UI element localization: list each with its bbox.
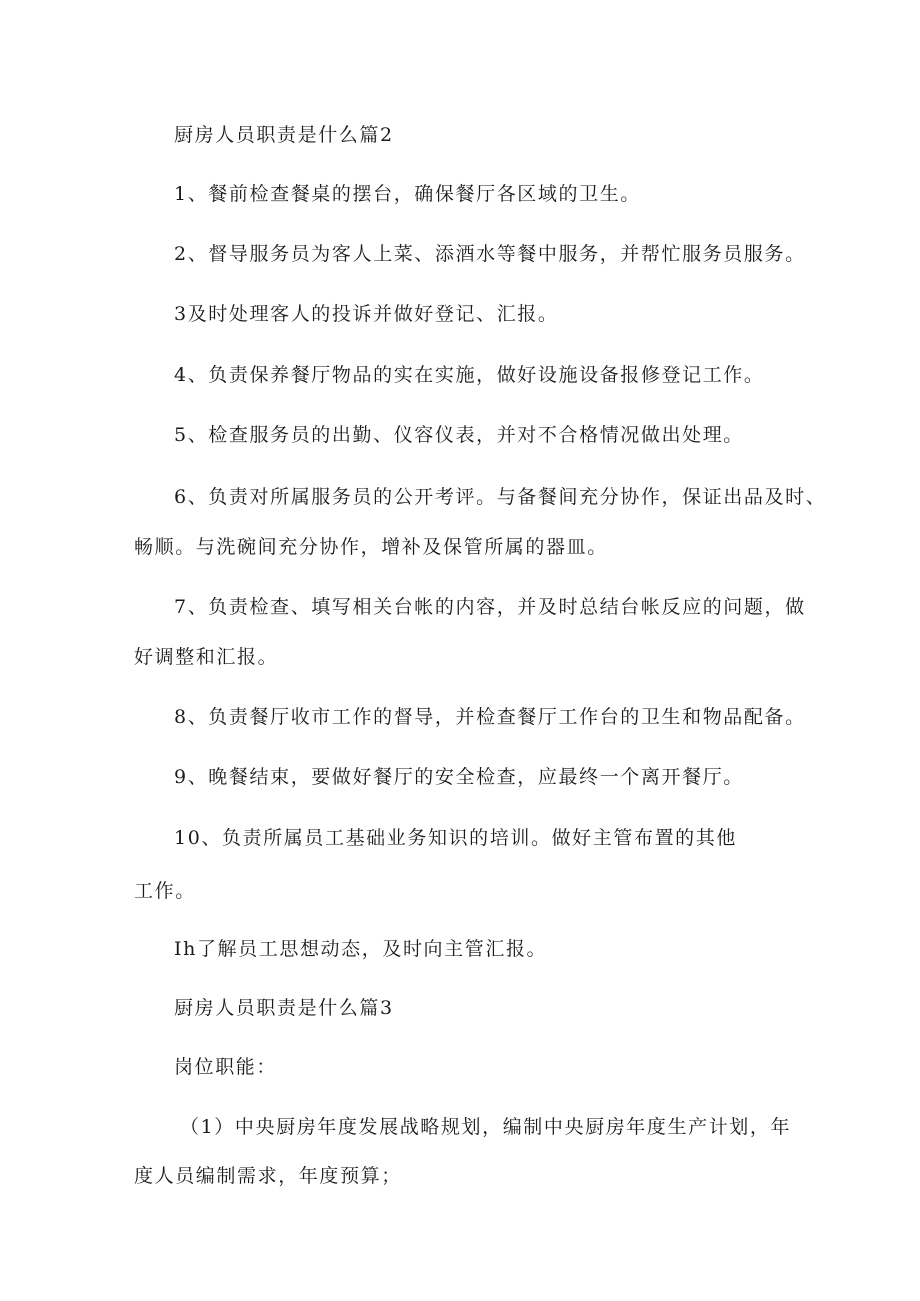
duty-item-11: Ih了解员工思想动态，及时向主管汇报。 [174, 938, 548, 960]
duty-item-1: 1、餐前检查餐桌的摆台，确保餐厅各区域的卫生。 [174, 183, 641, 205]
function-item-1-line-1: （1）中央厨房年度发展战略规划，编制中央厨房年度生产计划，年 [180, 1116, 792, 1138]
section-heading: 厨房人员职责是什么篇2 [174, 124, 394, 146]
duty-item-3: 3及时处理客人的投诉并做好登记、汇报。 [174, 303, 559, 325]
duty-item-10-line-2: 工作。 [134, 880, 196, 902]
duty-item-2: 2、督导服务员为客人上菜、添酒水等餐中服务，并帮忙服务员服务。 [174, 243, 806, 265]
duty-item-5: 5、检查服务员的出勤、仪容仪表，并对不合格情况做出处理。 [174, 424, 744, 446]
duty-item-6-line-2: 畅顺。与洗碗间充分协作，增补及保管所属的器皿。 [134, 536, 608, 558]
duty-item-8: 8、负责餐厅收市工作的督导，并检查餐厅工作台的卫生和物品配备。 [174, 706, 806, 728]
function-item-1-line-2: 度人员编制需求，年度预算； [134, 1165, 402, 1187]
section-heading: 厨房人员职责是什么篇3 [174, 997, 394, 1019]
duty-item-10-line-1: 10、负责所属员工基础业务知识的培训。做好主管布置的其他 [174, 827, 737, 849]
duty-item-6-line-1: 6、负责对所属服务员的公开考评。与备餐间充分协作，保证出品及时、 [174, 486, 827, 508]
duty-item-9: 9、晚餐结束，要做好餐厅的安全检查，应最终一个离开餐厅。 [174, 766, 744, 788]
duty-item-7-line-2: 好调整和汇报。 [134, 646, 279, 668]
duty-item-4: 4、负责保养餐厅物品的实在实施，做好设施设备报修登记工作。 [174, 364, 765, 386]
duty-item-7-line-1: 7、负责检查、填写相关台帐的内容，并及时总结台帐反应的问题，做 [174, 596, 806, 618]
subheading-job-functions: 岗位职能： [174, 1056, 278, 1078]
